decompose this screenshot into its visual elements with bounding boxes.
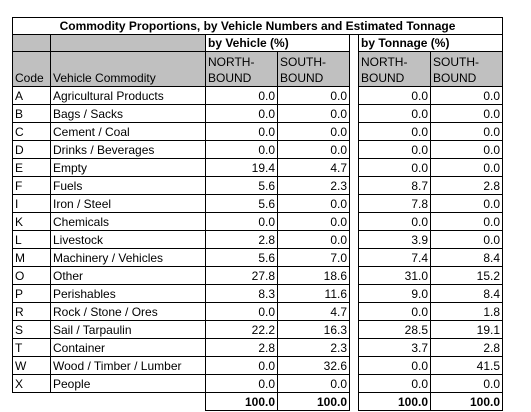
cell-commodity: People xyxy=(51,375,206,393)
cell-vehicle-southbound: 0.0 xyxy=(278,87,350,105)
cell-commodity: Other xyxy=(51,267,206,285)
header-blank xyxy=(13,35,51,52)
table-row xyxy=(13,267,503,285)
table-row xyxy=(13,105,503,123)
column-header-commodity: Vehicle Commodity xyxy=(51,52,206,87)
cell-tonnage-southbound: 41.5 xyxy=(431,357,503,375)
cell-tonnage-northbound: 28.5 xyxy=(359,321,431,339)
cell-code: X xyxy=(13,375,51,393)
cell-code: O xyxy=(13,267,51,285)
cell-tonnage-southbound: 2.8 xyxy=(431,177,503,195)
cell-code: F xyxy=(13,177,51,195)
cell-commodity: Wood / Timber / Lumber xyxy=(51,357,206,375)
table-row xyxy=(13,87,503,105)
cell-tonnage-southbound: 0.0 xyxy=(431,105,503,123)
cell-vehicle-southbound: 32.6 xyxy=(278,357,350,375)
table-row xyxy=(13,249,503,267)
cell-vehicle-southbound: 2.3 xyxy=(278,177,350,195)
cell-commodity: Chemicals xyxy=(51,213,206,231)
cell-vehicle-northbound: 0.0 xyxy=(206,123,278,141)
cell-commodity: Agricultural Products xyxy=(51,87,206,105)
cell-tonnage-northbound: 3.7 xyxy=(359,339,431,357)
cell-tonnage-southbound: 0.0 xyxy=(431,87,503,105)
cell-tonnage-northbound: 0.0 xyxy=(359,123,431,141)
table-row xyxy=(13,141,503,159)
cell-vehicle-southbound: 11.6 xyxy=(278,285,350,303)
spreadsheet xyxy=(12,17,503,411)
cell-tonnage-northbound: 31.0 xyxy=(359,267,431,285)
cell-code: C xyxy=(13,123,51,141)
cell-tonnage-northbound: 7.8 xyxy=(359,195,431,213)
column-header-vehicle-southbound: SOUTH- BOUND xyxy=(278,52,350,87)
cell-commodity: Bags / Sacks xyxy=(51,105,206,123)
table-title: Commodity Proportions, by Vehicle Numbers and Estimated Tonnage xyxy=(13,18,503,35)
cell-tonnage-southbound: 0.0 xyxy=(431,231,503,249)
column-header-tonnage-southbound: SOUTH- BOUND xyxy=(431,52,503,87)
cell-code: E xyxy=(13,159,51,177)
cell-commodity: Rock / Stone / Ores xyxy=(51,303,206,321)
table-row xyxy=(13,303,503,321)
table-row xyxy=(13,231,503,249)
cell-commodity: Container xyxy=(51,339,206,357)
cell-code: B xyxy=(13,105,51,123)
cell-vehicle-northbound: 0.0 xyxy=(206,105,278,123)
cell-code: D xyxy=(13,141,51,159)
column-header-code: Code xyxy=(13,52,51,87)
cell-vehicle-southbound: 4.7 xyxy=(278,159,350,177)
cell-vehicle-southbound: 2.3 xyxy=(278,339,350,357)
cell-vehicle-southbound: 18.6 xyxy=(278,267,350,285)
cell-tonnage-southbound: 8.4 xyxy=(431,249,503,267)
cell-vehicle-northbound: 0.0 xyxy=(206,303,278,321)
cell-vehicle-southbound: 16.3 xyxy=(278,321,350,339)
cell-code: S xyxy=(13,321,51,339)
cell-vehicle-southbound: 7.0 xyxy=(278,249,350,267)
cell-tonnage-southbound: 19.1 xyxy=(431,321,503,339)
cell-vehicle-southbound: 0.0 xyxy=(278,375,350,393)
group-header-vehicle: by Vehicle (%) xyxy=(206,35,350,52)
cell-code: L xyxy=(13,231,51,249)
table-row xyxy=(13,375,503,393)
cell-vehicle-southbound: 0.0 xyxy=(278,123,350,141)
cell-vehicle-northbound: 5.6 xyxy=(206,249,278,267)
table-row xyxy=(13,321,503,339)
group-header-tonnage: by Tonnage (%) xyxy=(359,35,503,52)
cell-tonnage-southbound: 2.8 xyxy=(431,339,503,357)
total-tonnage-northbound: 100.0 xyxy=(359,393,431,411)
cell-vehicle-northbound: 8.3 xyxy=(206,285,278,303)
cell-vehicle-northbound: 5.6 xyxy=(206,195,278,213)
cell-tonnage-southbound: 0.0 xyxy=(431,159,503,177)
column-header-vehicle-northbound: NORTH- BOUND xyxy=(206,52,278,87)
cell-tonnage-southbound: 8.4 xyxy=(431,285,503,303)
cell-commodity: Empty xyxy=(51,159,206,177)
cell-vehicle-northbound: 19.4 xyxy=(206,159,278,177)
cell-code: P xyxy=(13,285,51,303)
cell-tonnage-northbound: 0.0 xyxy=(359,213,431,231)
cell-vehicle-northbound: 0.0 xyxy=(206,141,278,159)
cell-vehicle-southbound: 0.0 xyxy=(278,105,350,123)
cell-tonnage-southbound: 0.0 xyxy=(431,213,503,231)
cell-tonnage-northbound: 0.0 xyxy=(359,159,431,177)
cell-tonnage-northbound: 0.0 xyxy=(359,357,431,375)
totals-row xyxy=(13,393,503,411)
column-header-tonnage-northbound: NORTH- BOUND xyxy=(359,52,431,87)
cell-tonnage-northbound: 7.4 xyxy=(359,249,431,267)
cell-vehicle-northbound: 0.0 xyxy=(206,357,278,375)
total-vehicle-southbound: 100.0 xyxy=(278,393,350,411)
cell-commodity: Livestock xyxy=(51,231,206,249)
cell-vehicle-southbound: 4.7 xyxy=(278,303,350,321)
cell-tonnage-northbound: 0.0 xyxy=(359,303,431,321)
total-tonnage-southbound: 100.0 xyxy=(431,393,503,411)
table-row xyxy=(13,195,503,213)
cell-code: K xyxy=(13,213,51,231)
cell-code: R xyxy=(13,303,51,321)
cell-tonnage-northbound: 0.0 xyxy=(359,375,431,393)
cell-commodity: Drinks / Beverages xyxy=(51,141,206,159)
cell-tonnage-northbound: 3.9 xyxy=(359,231,431,249)
cell-vehicle-northbound: 2.8 xyxy=(206,339,278,357)
table-row xyxy=(13,339,503,357)
cell-code: T xyxy=(13,339,51,357)
cell-tonnage-northbound: 0.0 xyxy=(359,105,431,123)
cell-tonnage-southbound: 0.0 xyxy=(431,141,503,159)
cell-vehicle-northbound: 5.6 xyxy=(206,177,278,195)
commodity-table xyxy=(12,17,503,411)
cell-code: I xyxy=(13,195,51,213)
cell-vehicle-southbound: 0.0 xyxy=(278,195,350,213)
cell-vehicle-southbound: 0.0 xyxy=(278,213,350,231)
cell-commodity: Cement / Coal xyxy=(51,123,206,141)
table-row xyxy=(13,159,503,177)
cell-tonnage-northbound: 8.7 xyxy=(359,177,431,195)
cell-code: M xyxy=(13,249,51,267)
cell-commodity: Fuels xyxy=(51,177,206,195)
header-blank xyxy=(51,35,206,52)
cell-commodity: Perishables xyxy=(51,285,206,303)
table-row xyxy=(13,123,503,141)
total-vehicle-northbound: 100.0 xyxy=(206,393,278,411)
cell-vehicle-northbound: 22.2 xyxy=(206,321,278,339)
cell-vehicle-northbound: 0.0 xyxy=(206,87,278,105)
cell-commodity: Iron / Steel xyxy=(51,195,206,213)
cell-tonnage-southbound: 0.0 xyxy=(431,375,503,393)
cell-code: W xyxy=(13,357,51,375)
cell-vehicle-northbound: 2.8 xyxy=(206,231,278,249)
table-row xyxy=(13,285,503,303)
cell-vehicle-northbound: 27.8 xyxy=(206,267,278,285)
cell-commodity: Machinery / Vehicles xyxy=(51,249,206,267)
cell-code: A xyxy=(13,87,51,105)
cell-vehicle-northbound: 0.0 xyxy=(206,213,278,231)
cell-tonnage-northbound: 0.0 xyxy=(359,141,431,159)
cell-tonnage-northbound: 9.0 xyxy=(359,285,431,303)
cell-tonnage-northbound: 0.0 xyxy=(359,87,431,105)
cell-tonnage-southbound: 0.0 xyxy=(431,123,503,141)
cell-commodity: Sail / Tarpaulin xyxy=(51,321,206,339)
cell-vehicle-southbound: 0.0 xyxy=(278,141,350,159)
table-row xyxy=(13,357,503,375)
cell-tonnage-southbound: 15.2 xyxy=(431,267,503,285)
table-row xyxy=(13,177,503,195)
cell-vehicle-southbound: 0.0 xyxy=(278,231,350,249)
cell-tonnage-southbound: 0.0 xyxy=(431,195,503,213)
cell-tonnage-southbound: 1.8 xyxy=(431,303,503,321)
cell-vehicle-northbound: 0.0 xyxy=(206,375,278,393)
table-row xyxy=(13,213,503,231)
